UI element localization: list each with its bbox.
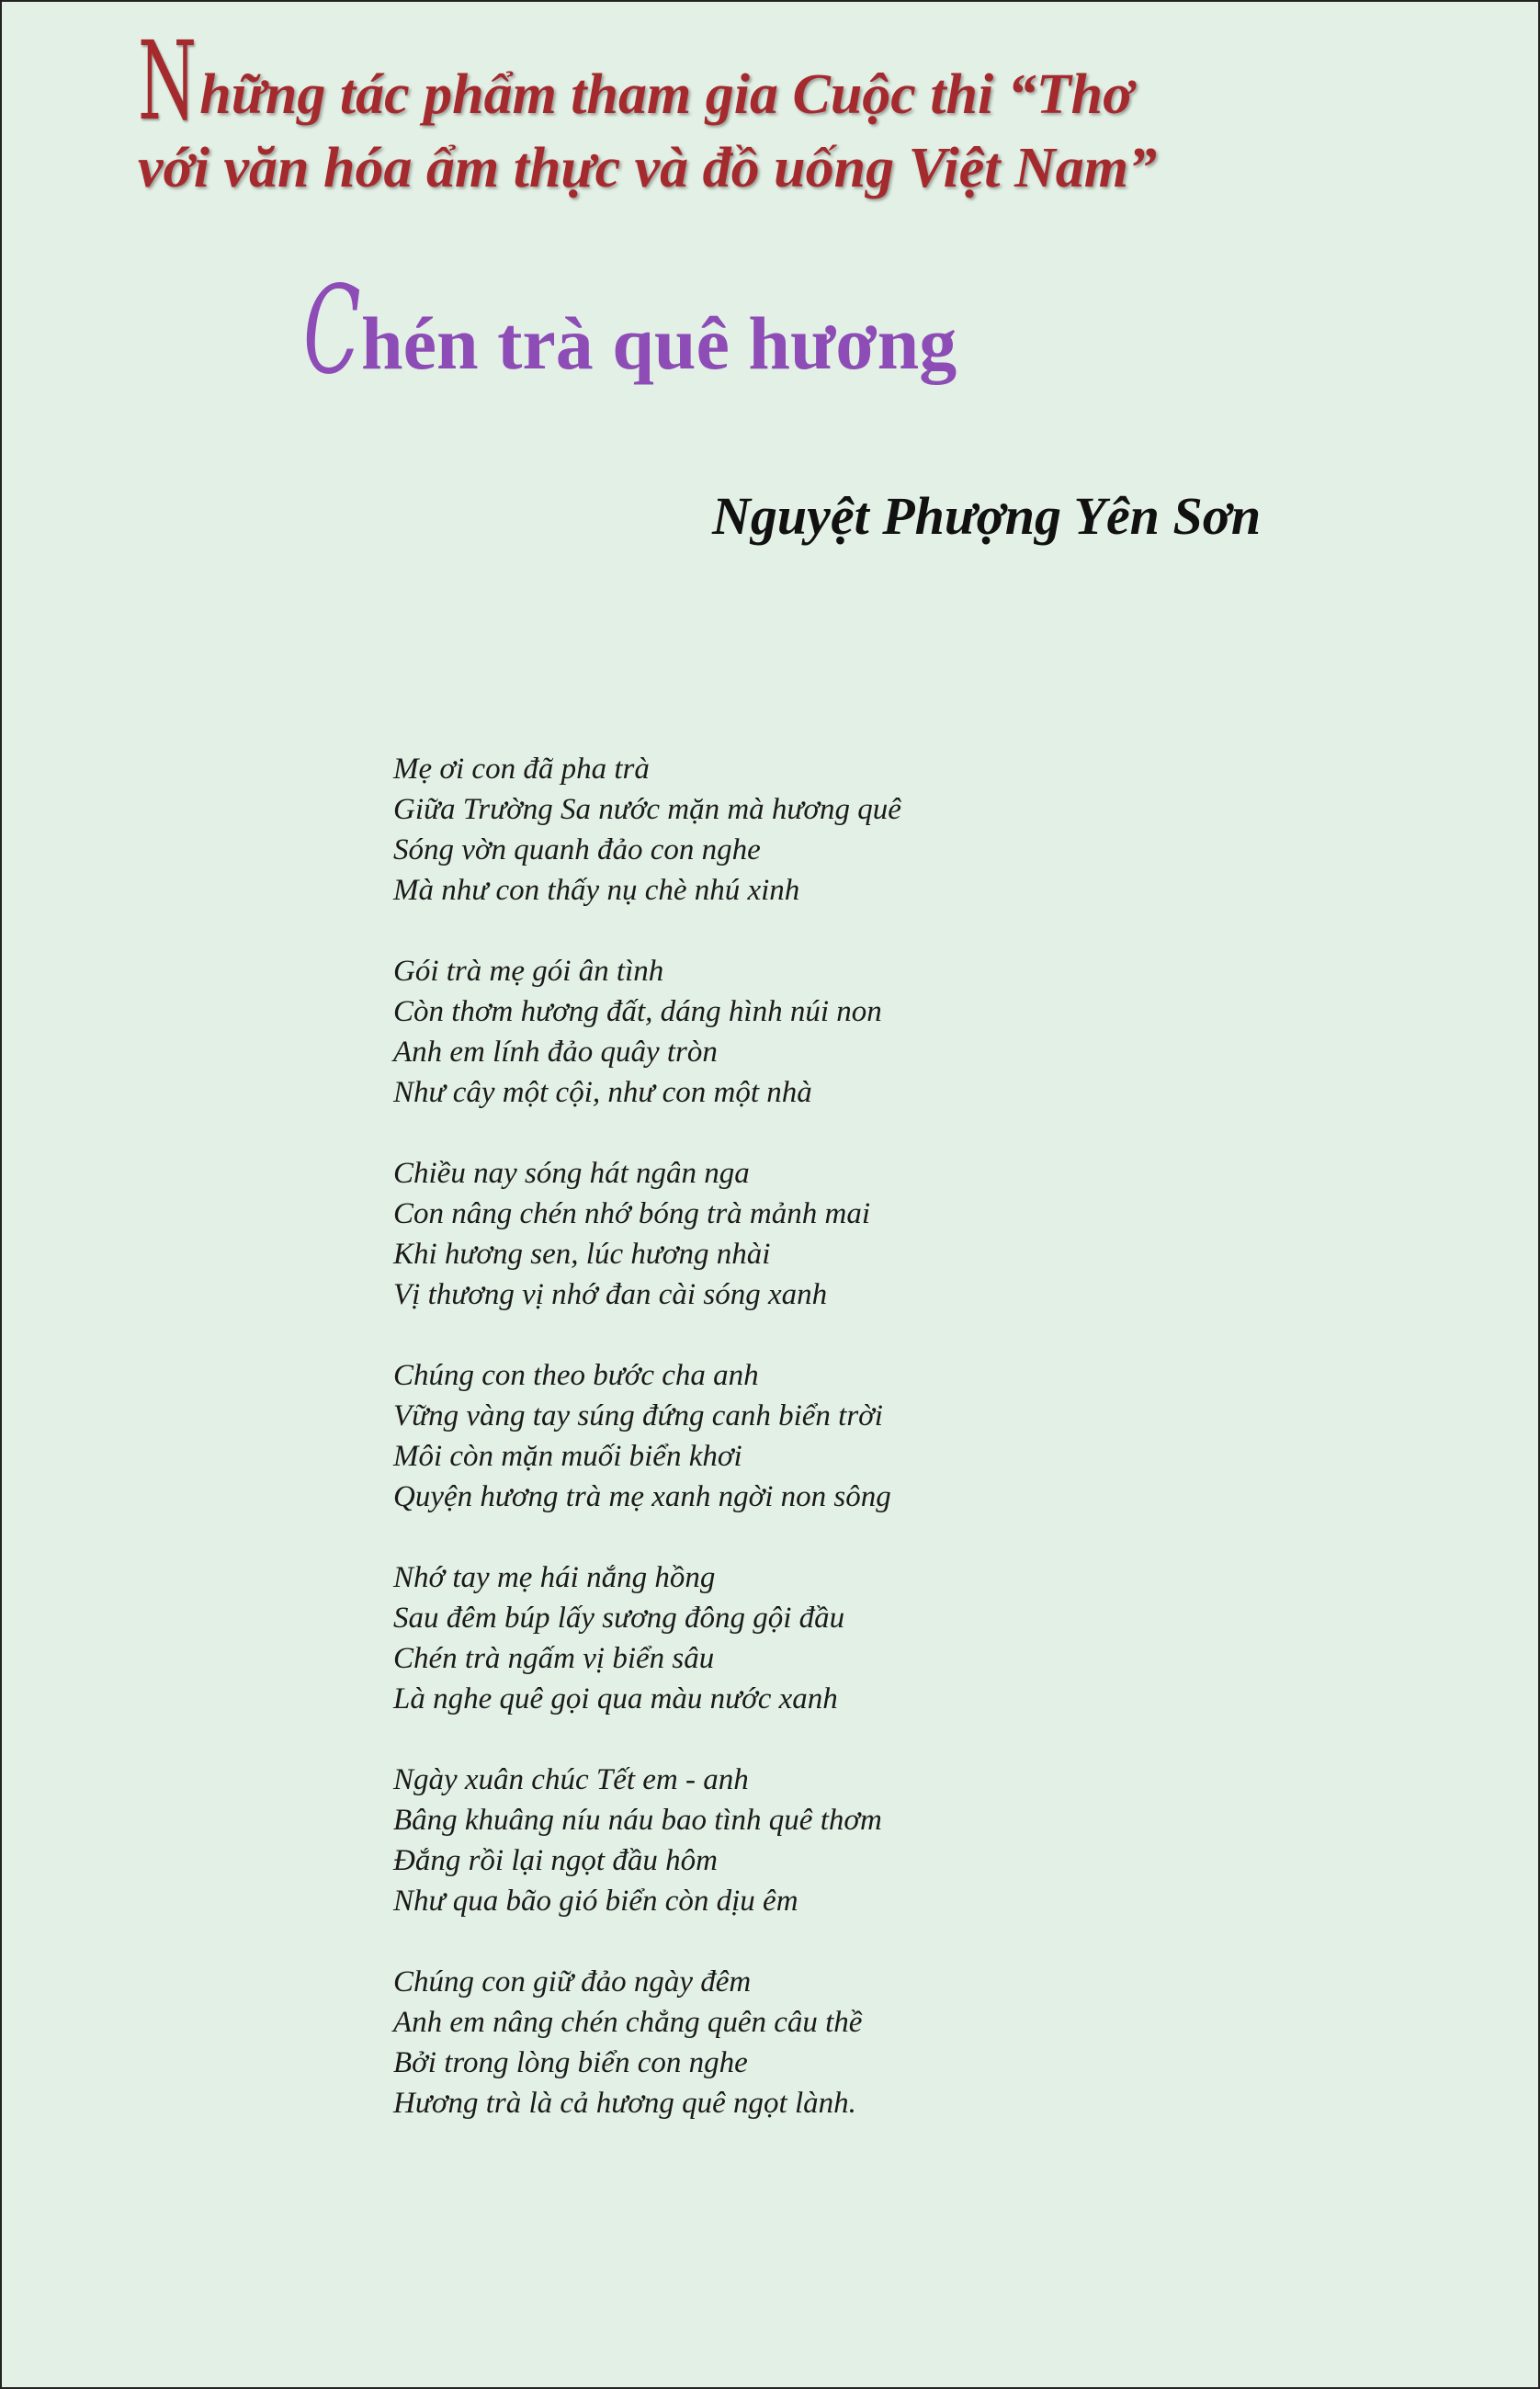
poem-line: Vị thương vị nhớ đan cài sóng xanh [393,1278,828,1311]
poem-line: Bâng khuâng níu náu bao tình quê thơm [393,1804,882,1837]
poem-line: Như qua bão gió biển còn dịu êm [393,1885,798,1918]
poem-line: Gói trà mẹ gói ân tình [393,955,664,988]
poem-line: Giữa Trường Sa nước mặn mà hương quê [393,793,901,826]
title-text: hén trà quê hương [361,301,957,385]
title-drop-cap: C [303,260,361,402]
poem-line: Vững vàng tay súng đứng canh biển trời [393,1399,883,1432]
poem-line: Sau đêm búp lấy sương đông gội đầu [393,1602,845,1635]
poem-line: Sóng vờn quanh đảo con nghe [393,833,761,866]
heading-line-2: với văn hóa ẩm thực và đồ uống Việt Nam” [138,137,1157,199]
stanza-7 [393,1962,1220,2123]
poem-line: Ngày xuân chúc Tết em - anh [393,1763,749,1796]
author-name: Nguyệt Phượng Yên Sơn [712,486,1262,546]
poem-line: Chúng con theo bước cha anh [393,1359,759,1392]
poem-line: Chiều nay sóng hát ngân nga [393,1157,750,1190]
poem-line: Như cây một cội, như con một nhà [393,1076,812,1109]
heading-line-1: hững tác phẩm tham gia Cuộc thi “Thơ [199,63,1134,126]
poem-line: Là nghe quê gọi qua màu nước xanh [393,1682,838,1715]
stanza-3 [393,1153,1220,1315]
poem-line: Nhớ tay mẹ hái nắng hồng [393,1561,716,1594]
stanza-2 [393,951,1220,1113]
poem-line: Mẹ ơi con đã pha trà [393,753,650,786]
poem-line: Khi hương sen, lúc hương nhài [393,1238,771,1271]
series-heading [138,17,1424,205]
poem-line: Môi còn mặn muối biển khơi [393,1440,742,1473]
poem-line: Còn thơm hương đất, dáng hình núi non [393,995,882,1028]
poem-line: Mà như con thấy nụ chè nhú xinh [393,874,800,907]
poem-line: Bởi trong lòng biển con nghe [393,2046,748,2079]
poem-line: Chén trà ngấm vị biển sâu [393,1642,715,1675]
poem-line: Quyện hương trà mẹ xanh ngời non sông [393,1480,891,1513]
poem-line: Con nâng chén nhớ bóng trà mảnh mai [393,1197,871,1230]
poem-line: Chúng con giữ đảo ngày đêm [393,1965,752,1998]
poem-line: Hương trà là cả hương quê ngọt lành. [393,2087,856,2120]
poem-title [303,260,957,402]
poem-body [393,749,1220,2164]
heading-drop-cap: N [138,17,198,144]
stanza-4 [393,1355,1220,1517]
poem-line: Anh em lính đảo quây tròn [393,1036,718,1069]
stanza-6 [393,1760,1220,1921]
poem-line: Đắng rồi lại ngọt đầu hôm [393,1844,718,1877]
stanza-1 [393,749,1220,911]
stanza-5 [393,1557,1220,1719]
poem-line: Anh em nâng chén chẳng quên câu thề [393,2006,863,2039]
